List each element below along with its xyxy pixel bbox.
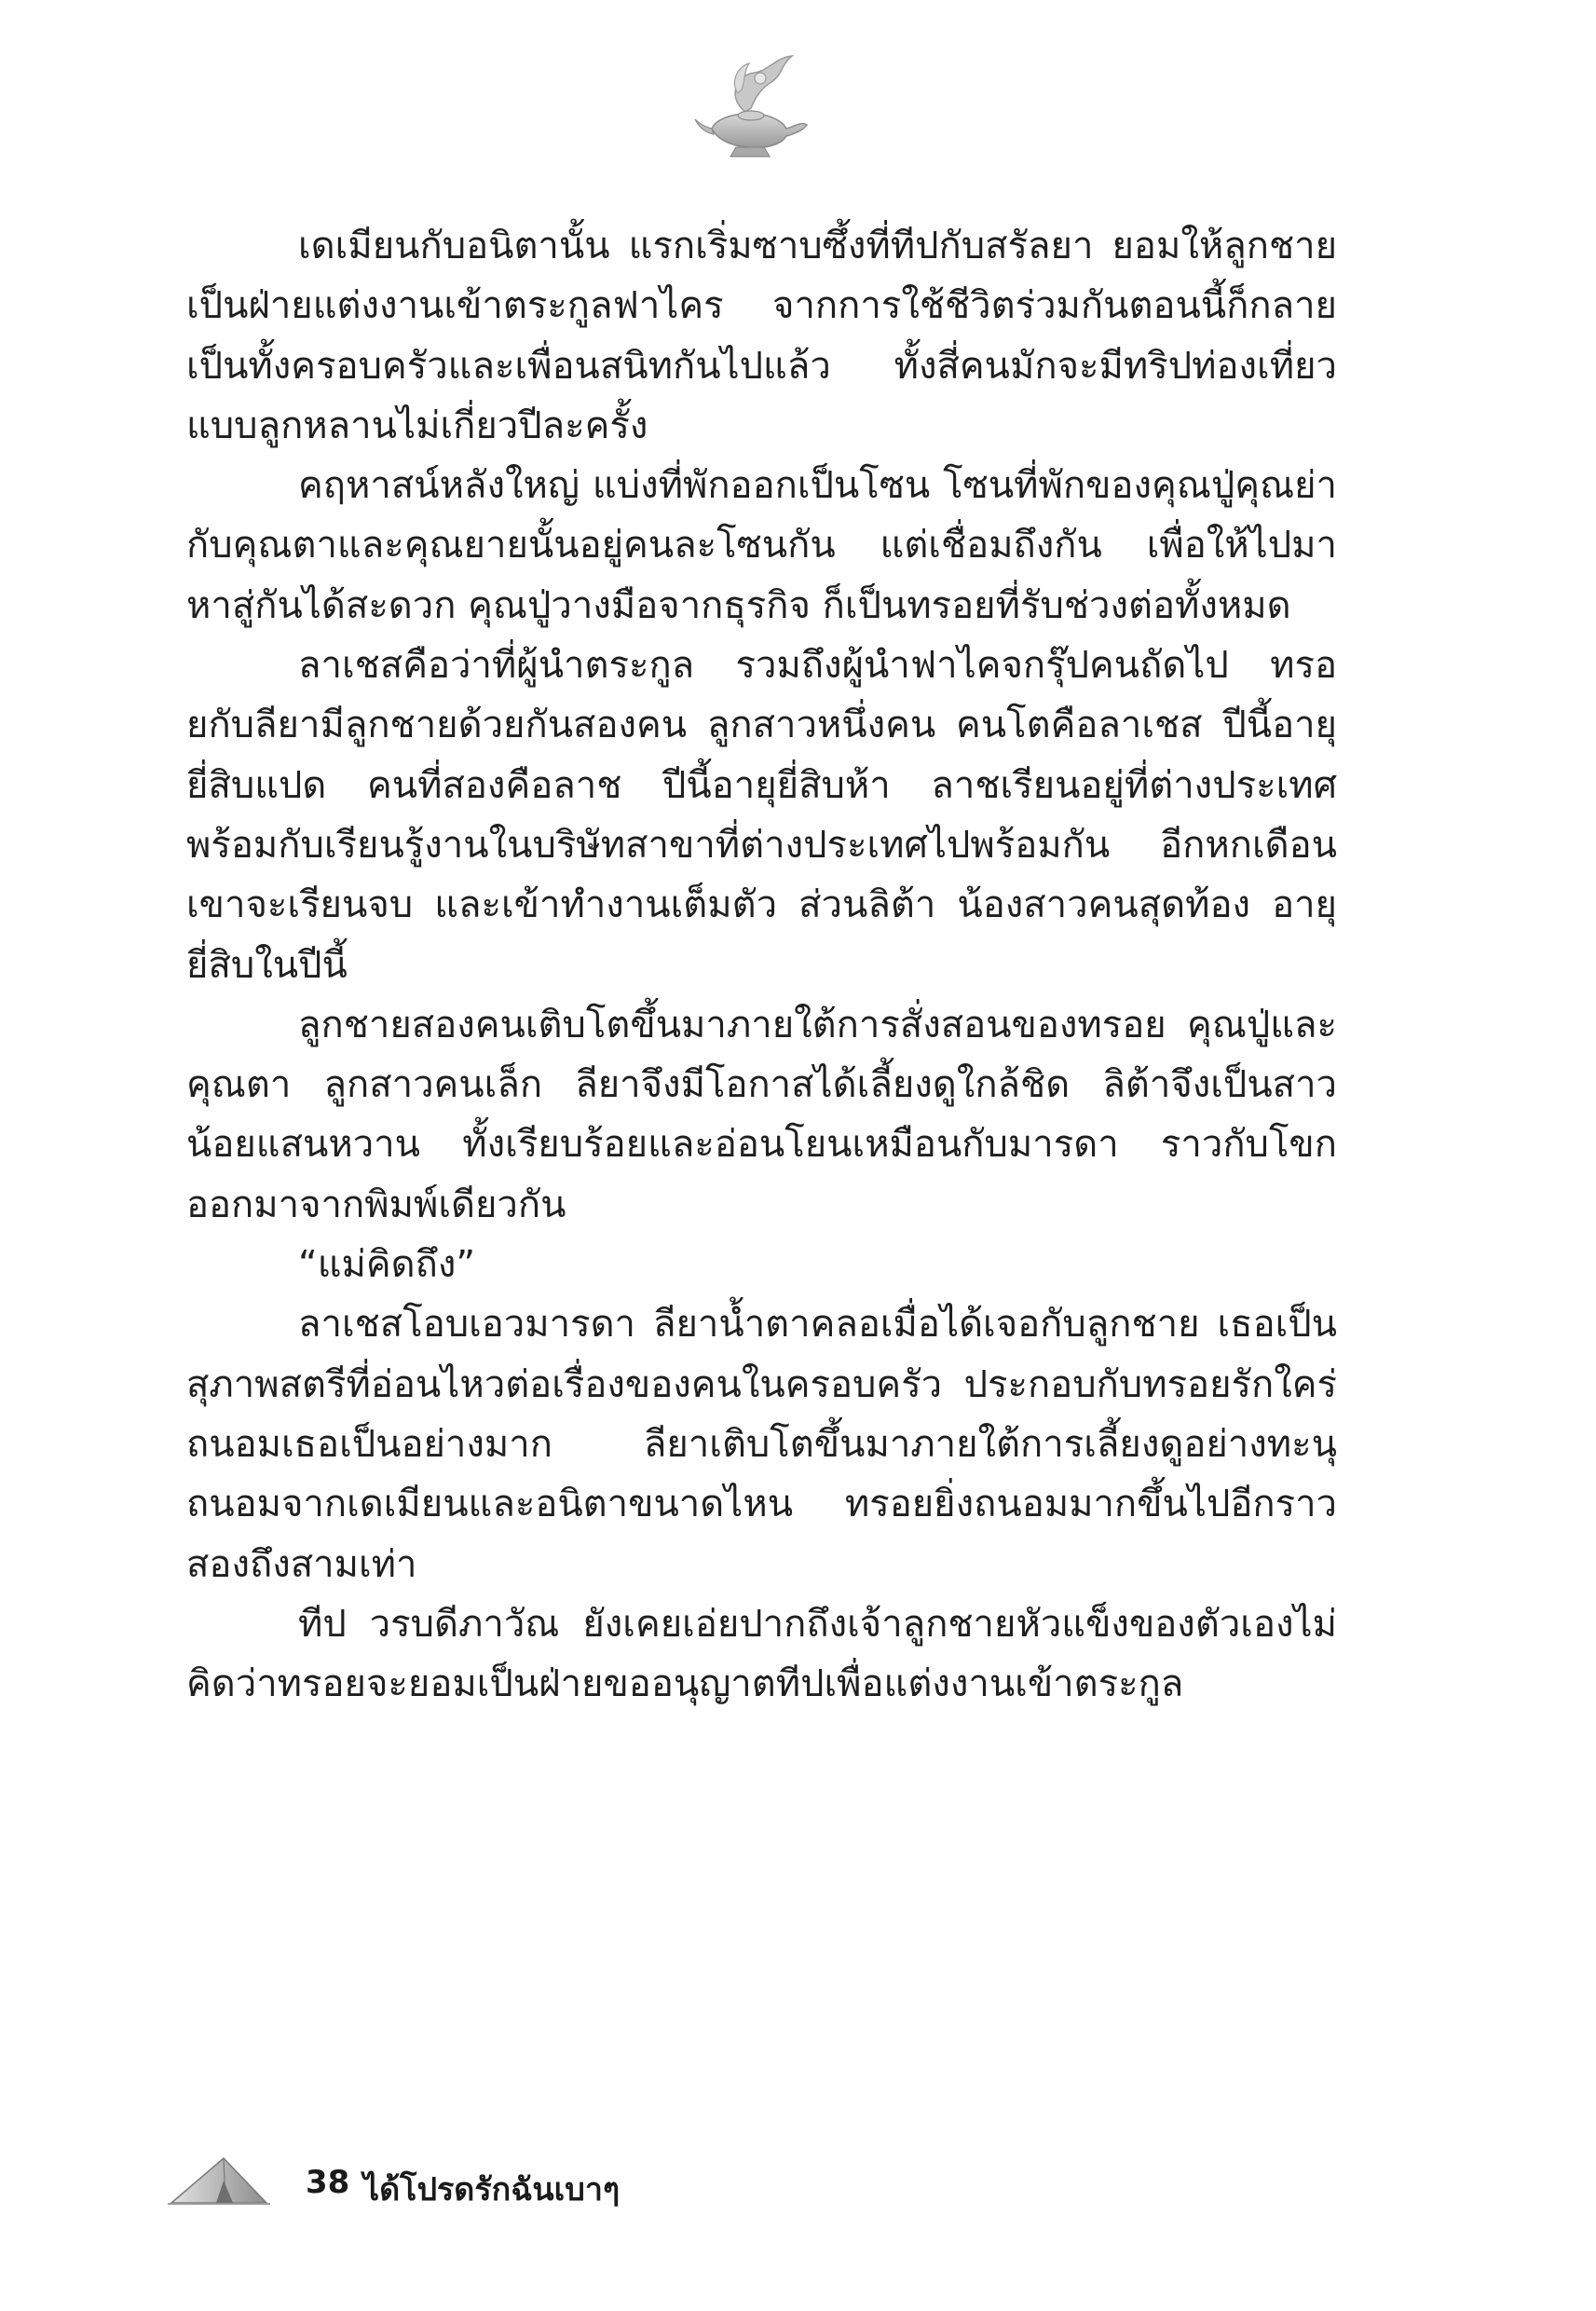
dialogue-line: “แม่คิดถึง” [298, 1243, 476, 1287]
page-footer [168, 2153, 820, 2208]
paragraph: ลาเชสคือว่าที่ผู้นำตระกูล รวมถึงผู้นำฟาไคจกรุ๊ปคนถัดไป ทรอยกับลียามีลูกชายด้วยกันสองคน ลูกสาวหนึ่งคน คนโตคือลาเชส ปีนี้อายุยี่สิบแปด คนที่สองคือลาช ปีนี้อายุยี่สิบห้า ลาชเรียนอยู่ที่ต่างประเทศพร้อมกับเรียนรู้งานในบริษัทสาขาที่ต่างประเทศไปพร้อมกัน อีกหกเดือนเขาจะเรียนจบ และเข้าทำงานเต็มตัว ส่วนลิต้า น้องสาวคนสุดท้อง อายุยี่สิบในปีนี้ [186, 644, 1337, 987]
book-title: ได้โปรดรักฉันเบาๆ [363, 2171, 621, 2208]
genie-lamp-icon [689, 47, 820, 168]
paragraph: ลาเชสโอบเอวมารดา ลียาน้ำตาคลอเมื่อได้เจอกับลูกชาย เธอเป็นสุภาพสตรีที่อ่อนไหวต่อเรื่องของคนในครอบครัว ประกอบกับทรอยรักใคร่ถนอมเธอเป็นอย่างมาก ลียาเติบโตขึ้นมาภายใต้การเลี้ยงดูอย่างทะนุถนอมจากเดเมียนและอนิตาขนาดไหน ทรอยยิ่งถนอมมากขึ้นไปอีกราวสองถึงสามเท่า [186, 1303, 1337, 1586]
page-body [186, 216, 1337, 1714]
paragraph: คฤหาสน์หลังใหญ่ แบ่งที่พักออกเป็นโซน โซนที่พักของคุณปู่คุณย่า กับคุณตาและคุณยายนั้นอยู่คนละโซนกัน แต่เชื่อมถึงกัน เพื่อให้ไปมาหาสู่กันได้สะดวก คุณปู่วางมือจากธุรกิจ ก็เป็นทรอยที่รับช่วงต่อทั้งหมด [186, 464, 1337, 627]
tent-icon [168, 2153, 270, 2208]
paragraph: ทีป วรบดีภาวัณ ยังเคยเอ่ยปากถึงเจ้าลูกชายหัวแข็งของตัวเองไม่คิดว่าทรอยจะยอมเป็นฝ่ายขออนุญาตทีปเพื่อแต่งงานเข้าตระกูล [186, 1602, 1337, 1706]
paragraph: เดเมียนกับอนิตานั้น แรกเริ่มซาบซึ้งที่ทีปกับสรัลยา ยอมให้ลูกชายเป็นฝ่ายแต่งงานเข้าตระกูลฟาไคร จากการใช้ชีวิตร่วมกันตอนนี้ก็กลายเป็นทั้งครอบครัวและเพื่อนสนิทกันไปแล้ว ทั้งสี่คนมักจะมีทริปท่องเที่ยวแบบลูกหลานไม่เกี่ยวปีละครั้ง [186, 225, 1337, 447]
page-number: 38 [306, 2164, 350, 2201]
paragraph: ลูกชายสองคนเติบโตขึ้นมาภายใต้การสั่งสอนของทรอย คุณปู่และคุณตา ลูกสาวคนเล็ก ลียาจึงมีโอกาสได้เลี้ยงดูใกล้ชิด ลิต้าจึงเป็นสาวน้อยแสนหวาน ทั้งเรียบร้อยและอ่อนโยนเหมือนกับมารดา ราวกับโขกออกมาจากพิมพ์เดียวกัน [186, 1003, 1337, 1226]
